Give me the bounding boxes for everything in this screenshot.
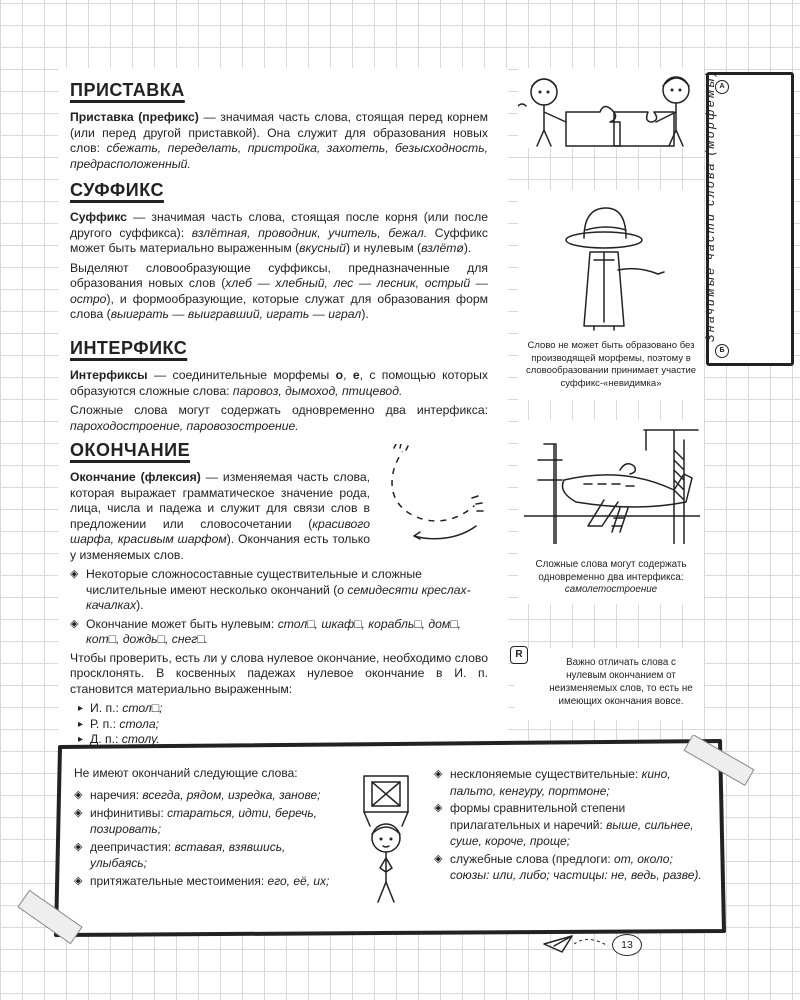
scarf-illustration — [374, 444, 492, 544]
list-item: ◈ деепричастия: вставая, взявшись, улыбаясь; — [74, 839, 344, 872]
list-item: ◈ наречия: всегда, рядом, изредка, занове; — [74, 787, 344, 804]
ending-term: Окончание (флексия) — [70, 470, 201, 484]
airplane-construction-illustration — [524, 420, 700, 544]
case-nominative: ▸ И. п.: стол□; — [70, 701, 488, 717]
case-genitive: ▸ Р. п.: стола; — [70, 717, 488, 733]
prefix-section — [70, 80, 488, 176]
paper-plane-icon — [542, 932, 612, 956]
prefix-term: Приставка (префикс) — [70, 110, 199, 124]
list-item: ◈ несклоняемые существительные: кино, пальто, кенгуру, портмоне; — [434, 766, 706, 799]
sidebar-vertical-title: Значимые части слова (морфемы) — [703, 69, 717, 342]
plane-caption: Сложные слова могут содержать одновременно два интерфикса: самолетостроение — [520, 559, 702, 597]
interfix-heading: ИНТЕРФИКС — [70, 338, 188, 358]
suffix-types: Выделяют словообразующие суффиксы, предназначенные для образования новых слов (хлеб — хлебный, лес — лесник, острый — остро), и формообразующие, которые служат для образования форм слова (выиграть — выигравший, играть — играл). — [70, 260, 488, 321]
sidebar-top-marker: А — [715, 80, 729, 94]
ending-heading: ОКОНЧАНИЕ — [70, 440, 191, 460]
invisible-man-illustration — [560, 200, 680, 332]
interfix-double: Сложные слова могут содержать одновременно два интерфикса: пароходостроение, паровозостроение. — [70, 403, 488, 433]
note-text: Важно отличать слова с нулевым окончанием от неизменяемых слов, то есть не имеющих окончания вовсе. — [549, 657, 693, 707]
bottom-intro: Не имеют окончаний следующие слова: — [74, 766, 298, 780]
prefix-definition: Приставка (префикс) — значимая часть слова, стоящая перед корнем (или перед другой приставкой). Она служит для образования новых слов: сбежать, переделать, пристройка, захотеть, безысходность, предрасположенный. — [70, 110, 488, 171]
bottom-right-list — [434, 766, 706, 885]
prefix-examples: сбежать, переделать, пристройка, захотеть, безысходность, предрасположенный. — [70, 141, 488, 171]
suffix-definition: Суффикс — значимая часть слова, стоящая после корня (или после другого суффикса): взлётная, проводник, учитель, бежал. Суффикс может быть материально выраженным (вкусный) и нулевым (взлётø). — [70, 210, 488, 255]
ending-check-text: Чтобы проверить, есть ли у слова нулевое окончание, необходимо слово просклонять. В косвенных падежах нулевое окончание в И. п. становится материально выраженным: — [70, 650, 488, 696]
interfix-definition: Интерфиксы — соединительные морфемы о, е, с помощью которых образуются сложные слова: паровоз, дымоход, птицевод. — [70, 368, 489, 398]
kids-puzzle-illustration — [518, 66, 704, 150]
suffix-term: Суффикс — [70, 210, 127, 224]
ending-bullet-multiple: ◈ Некоторые сложносоставные существительные и сложные числительные имеют несколько окончаний (о семидесяти креслах-качалках). — [70, 567, 488, 614]
list-item: ◈ инфинитивы: стараться, идти, беречь, позировать; — [74, 805, 344, 838]
interfix-section — [70, 338, 488, 438]
list-item: ◈ притяжательные местоимения: его, её, их; — [74, 873, 344, 890]
list-item: ◈ формы сравнительной степени прилагательных и наречий: выше, сильнее, суше, короче, проще; — [434, 800, 706, 850]
plane-caption-word: самолетостроение — [564, 584, 658, 595]
bottom-left-list — [74, 787, 344, 890]
ending-definition: Окончание (флексия) — изменяемая часть слова, которая выражает грамматическое значение рода, лица, числа и падежа и служит для связи слов в предложении или словосочетании (красивого шарфа, красивым шарфом). Окончания есть только у изменяемых слов. — [70, 470, 370, 562]
sidebar-bottom-marker: Б — [715, 344, 729, 358]
note-icon: R — [510, 646, 528, 664]
boy-with-crossed-box-illustration — [350, 772, 426, 904]
case-dative: ▸ Д. п.: столу. — [70, 732, 488, 748]
suffix-section — [70, 180, 488, 327]
hat-caption: Слово не может быть образовано без производящей морфемы, поэтому в словообразовании принимает участие суффикс-«невидимка» — [525, 340, 697, 389]
suffix-heading: СУФФИКС — [70, 180, 164, 200]
list-item: ◈ служебные слова (предлоги: от, около; союзы: или, либо; частицы: не, ведь, разве). — [434, 851, 706, 884]
page-number: 13 — [612, 934, 642, 956]
prefix-heading: ПРИСТАВКА — [70, 80, 185, 100]
ending-bullet-zero: ◈ Окончание может быть нулевым: стол□, шкаф□, корабль□, дом□, кот□, дождь□, снег□. — [70, 617, 488, 648]
interfix-term: Интерфиксы — [70, 368, 148, 382]
